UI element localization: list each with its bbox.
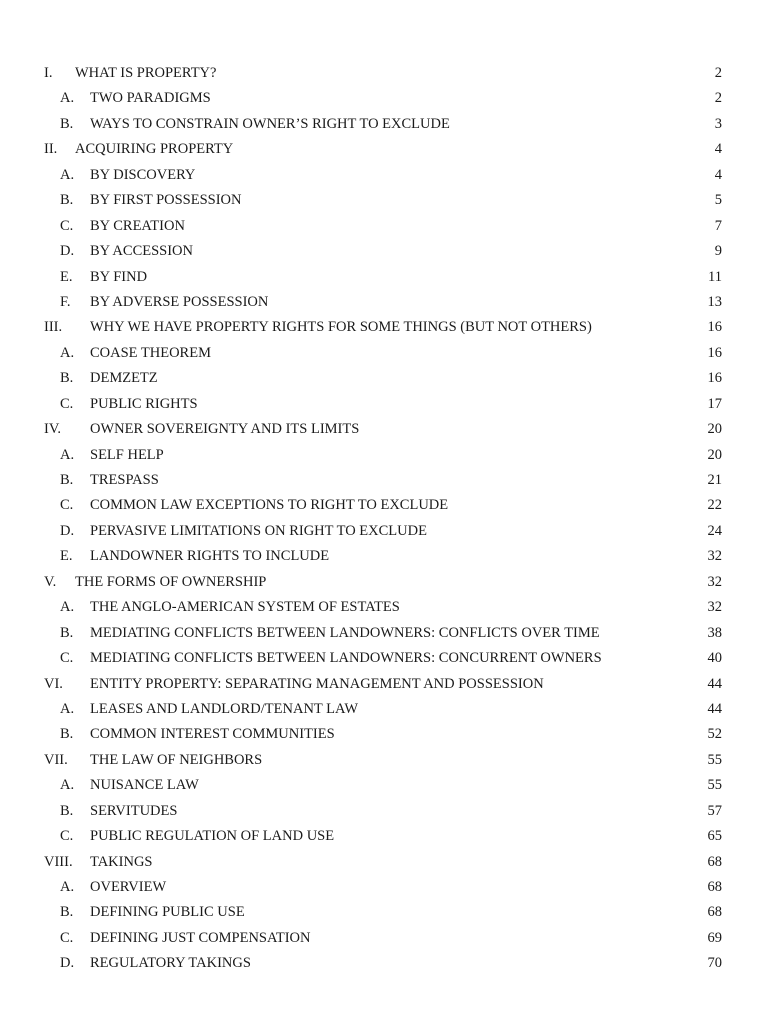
toc-entry-number: VIII. (44, 853, 73, 870)
toc-entry-number: I. (44, 65, 53, 81)
toc-entry-page-number: 16 (707, 344, 722, 361)
toc-subsection-entry[interactable] (44, 265, 722, 290)
toc-entry-page-number: 38 (707, 624, 722, 641)
toc-entry-number: B. (60, 904, 74, 921)
toc-entry-title: PERVASIVE LIMITATIONS ON RIGHT TO EXCLUDE (90, 522, 427, 539)
toc-subsection-entry[interactable] (44, 900, 722, 925)
toc-subsection-entry[interactable] (44, 875, 722, 900)
toc-entry-title: WHAT IS PROPERTY? (75, 65, 217, 81)
toc-entry-page-number: 22 (707, 497, 722, 514)
toc-entry-title: WAYS TO CONSTRAIN OWNER’S RIGHT TO EXCLUDE (90, 115, 450, 132)
toc-entry-number: C. (60, 217, 74, 234)
toc-entry-number: A. (60, 344, 75, 361)
toc-entry-title: REGULATORY TAKINGS (90, 955, 251, 972)
toc-subsection-entry[interactable] (44, 773, 722, 798)
toc-entry-title: BY ADVERSE POSSESSION (90, 293, 269, 310)
toc-entry-number: C. (60, 395, 74, 412)
toc-entry-page-number: 24 (707, 522, 722, 539)
toc-section-entry[interactable] (44, 137, 722, 162)
toc-entry-page-number: 4 (714, 166, 722, 183)
toc-entry-number: D. (60, 243, 75, 260)
toc-entry-number: E. (60, 548, 73, 565)
toc-subsection-entry[interactable] (44, 214, 722, 239)
toc-entry-title: LEASES AND LANDLORD/TENANT LAW (90, 700, 359, 717)
toc-entry-page-number: 4 (714, 141, 722, 158)
toc-entry-title: THE LAW OF NEIGHBORS (90, 751, 263, 768)
toc-entry-title: TAKINGS (90, 853, 153, 870)
toc-entry-title: MEDIATING CONFLICTS BETWEEN LANDOWNERS: CONCURRENT OWNERS (90, 650, 602, 667)
toc-subsection-entry[interactable] (44, 112, 722, 137)
toc-entry-title: SELF HELP (90, 446, 164, 463)
toc-entry-number: A. (60, 90, 75, 107)
toc-entry-number: C. (60, 929, 74, 946)
toc-entry-title: OVERVIEW (90, 879, 167, 895)
toc-entry-page-number: 13 (707, 293, 722, 310)
toc-entry-number: VI. (44, 675, 63, 692)
toc-subsection-entry[interactable] (44, 824, 722, 849)
toc-entry-title: THE ANGLO-AMERICAN SYSTEM OF ESTATES (90, 599, 400, 616)
toc-entry-number: II. (44, 141, 58, 158)
toc-entry-title: BY DISCOVERY (90, 166, 196, 183)
toc-entry-title: COMMON INTEREST COMMUNITIES (90, 726, 335, 743)
toc-entry-title: DEMZETZ (90, 370, 158, 387)
toc-entry-number: A. (60, 700, 75, 717)
toc-entry-title: COASE THEOREM (90, 344, 211, 361)
toc-entry-page-number: 7 (714, 217, 722, 234)
toc-subsection-entry[interactable] (44, 239, 722, 264)
toc-entry-number: B. (60, 726, 74, 743)
toc-entry-number: V. (44, 573, 57, 590)
toc-entry-number: C. (60, 497, 74, 514)
toc-entry-title: PUBLIC REGULATION OF LAND USE (90, 828, 335, 845)
toc-entry-number: B. (60, 624, 74, 641)
toc-entry-page-number: 5 (714, 192, 722, 209)
toc-entry-page-number: 3 (714, 115, 722, 132)
toc-subsection-entry[interactable] (44, 443, 722, 468)
toc-entry-number: VII. (44, 751, 68, 768)
toc-entry-page-number: 44 (707, 700, 722, 717)
toc-entry-number: IV. (44, 421, 62, 438)
toc-entry-page-number: 9 (714, 243, 722, 260)
toc-entry-number: B. (60, 192, 74, 209)
toc-entry-page-number: 11 (708, 268, 722, 285)
table-of-contents (44, 61, 722, 977)
toc-entry-page-number: 17 (707, 395, 722, 412)
toc-section-entry[interactable] (44, 61, 722, 86)
toc-entry-number: C. (60, 828, 74, 845)
toc-entry-number: B. (60, 472, 74, 488)
toc-subsection-entry[interactable] (44, 188, 722, 213)
toc-entry-title: PUBLIC RIGHTS (90, 395, 198, 412)
toc-entry-number: B. (60, 370, 74, 387)
toc-entry-page-number: 44 (707, 675, 722, 692)
toc-subsection-entry[interactable] (44, 621, 722, 646)
toc-entry-title: THE FORMS OF OWNERSHIP (75, 573, 267, 590)
toc-entry-page-number: 16 (707, 370, 722, 387)
toc-entry-number: A. (60, 446, 75, 463)
toc-subsection-entry[interactable] (44, 392, 722, 417)
toc-entry-page-number: 55 (707, 777, 722, 794)
toc-subsection-entry[interactable] (44, 646, 722, 671)
toc-subsection-entry[interactable] (44, 290, 722, 315)
toc-entry-title: DEFINING PUBLIC USE (90, 904, 245, 921)
toc-entry-page-number: 70 (707, 955, 722, 972)
toc-entry-page-number: 20 (707, 446, 722, 463)
toc-entry-page-number: 65 (707, 828, 722, 845)
toc-entry-page-number: 32 (707, 599, 722, 616)
toc-section-entry[interactable] (44, 672, 722, 697)
toc-entry-page-number: 32 (707, 573, 722, 590)
toc-entry-title: BY ACCESSION (90, 243, 194, 260)
toc-entry-page-number: 68 (707, 853, 722, 870)
toc-entry-title: TRESPASS (90, 472, 159, 488)
toc-entry-title: SERVITUDES (90, 802, 178, 819)
toc-section-entry[interactable] (44, 850, 722, 875)
toc-entry-number: D. (60, 522, 75, 539)
toc-entry-title: NUISANCE LAW (90, 777, 199, 794)
toc-subsection-entry[interactable] (44, 926, 722, 951)
toc-entry-number: B. (60, 115, 74, 132)
toc-entry-number: B. (60, 802, 74, 819)
toc-subsection-entry[interactable] (44, 468, 722, 493)
toc-subsection-entry[interactable] (44, 163, 722, 188)
toc-subsection-entry[interactable] (44, 799, 722, 824)
toc-entry-page-number: 52 (707, 726, 722, 743)
toc-section-entry[interactable] (44, 417, 722, 442)
toc-entry-title: OWNER SOVEREIGNTY AND ITS LIMITS (90, 421, 360, 438)
toc-subsection-entry[interactable] (44, 595, 722, 620)
toc-subsection-entry[interactable] (44, 722, 722, 747)
toc-entry-page-number: 21 (707, 472, 722, 488)
toc-subsection-entry[interactable] (44, 493, 722, 518)
toc-entry-page-number: 57 (707, 802, 722, 819)
toc-entry-page-number: 40 (707, 650, 722, 667)
toc-entry-title: WHY WE HAVE PROPERTY RIGHTS FOR SOME THINGS (BUT NOT OTHERS) (90, 319, 592, 336)
toc-entry-page-number: 2 (714, 65, 722, 81)
toc-entry-number: E. (60, 268, 73, 285)
toc-subsection-entry[interactable] (44, 86, 722, 111)
toc-entry-page-number: 69 (707, 929, 722, 946)
toc-subsection-entry[interactable] (44, 544, 722, 569)
toc-entry-title: TWO PARADIGMS (90, 90, 211, 107)
toc-entry-number: III. (44, 319, 63, 336)
toc-entry-page-number: 55 (707, 751, 722, 768)
toc-entry-title: BY FIND (90, 268, 148, 285)
toc-entry-number: A. (60, 599, 75, 616)
toc-subsection-entry[interactable] (44, 366, 722, 391)
toc-entry-title: ENTITY PROPERTY: SEPARATING MANAGEMENT AND POSSESSION (90, 675, 544, 692)
toc-entry-title: LANDOWNER RIGHTS TO INCLUDE (90, 548, 330, 565)
toc-entry-page-number: 68 (707, 904, 722, 921)
toc-entry-number: F. (60, 293, 71, 310)
toc-entry-number: D. (60, 955, 75, 972)
toc-entry-title: ACQUIRING PROPERTY (75, 141, 234, 158)
toc-entry-number: A. (60, 777, 75, 794)
toc-entry-number: A. (60, 166, 75, 183)
toc-entry-number: C. (60, 650, 74, 667)
toc-subsection-entry[interactable] (44, 341, 722, 366)
toc-entry-number: A. (60, 879, 75, 895)
toc-subsection-entry[interactable] (44, 951, 722, 976)
toc-section-entry[interactable] (44, 748, 722, 773)
toc-section-entry[interactable] (44, 570, 722, 595)
toc-section-entry[interactable] (44, 315, 722, 340)
toc-entry-page-number: 68 (707, 879, 722, 895)
toc-entry-title: MEDIATING CONFLICTS BETWEEN LANDOWNERS: CONFLICTS OVER TIME (90, 624, 600, 641)
toc-subsection-entry[interactable] (44, 697, 722, 722)
toc-subsection-entry[interactable] (44, 519, 722, 544)
toc-entry-title: DEFINING JUST COMPENSATION (90, 929, 311, 946)
toc-entry-page-number: 2 (714, 90, 722, 107)
toc-entry-title: COMMON LAW EXCEPTIONS TO RIGHT TO EXCLUDE (90, 497, 449, 514)
toc-entry-page-number: 20 (707, 421, 722, 438)
toc-entry-title: BY FIRST POSSESSION (90, 192, 242, 209)
toc-entry-page-number: 32 (707, 548, 722, 565)
toc-entry-title: BY CREATION (90, 217, 185, 234)
toc-entry-page-number: 16 (707, 319, 722, 336)
